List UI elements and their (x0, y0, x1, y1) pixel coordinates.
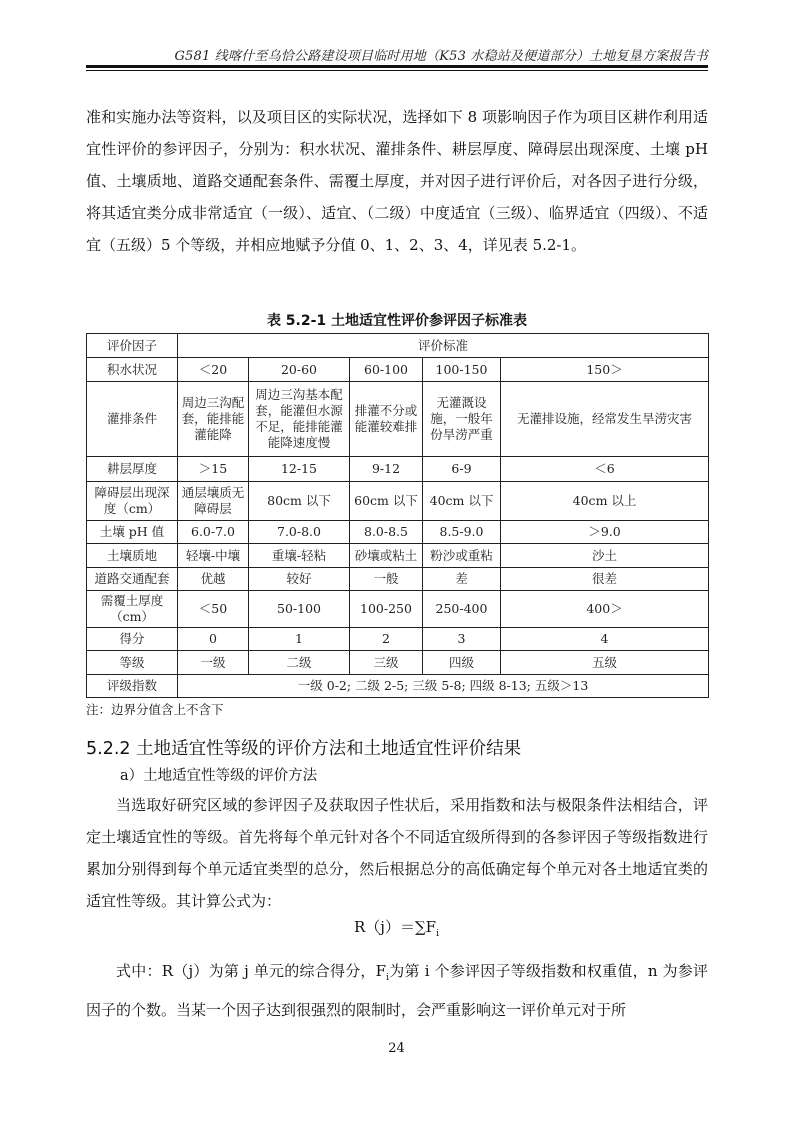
factor-cell: 道路交通配套 (87, 568, 178, 591)
factor-cell: 得分 (87, 628, 178, 651)
header-factor: 评价因子 (87, 334, 178, 358)
standard-cell: 砂壤或粘土 (350, 544, 423, 568)
standard-cell: ＜20 (178, 358, 249, 382)
standard-cell: 3 (423, 628, 501, 651)
method-paragraph (86, 789, 708, 917)
standard-cell: 50-100 (249, 591, 350, 628)
standard-cell: 很差 (501, 568, 709, 591)
header-standard: 评价标准 (178, 334, 709, 358)
standard-cell: 四级 (423, 651, 501, 675)
standard-cell: 250-400 (423, 591, 501, 628)
table-row (87, 457, 709, 482)
header-rule-thick (86, 65, 708, 68)
standard-cell: 1 (249, 628, 350, 651)
table-row (87, 382, 709, 457)
standard-cell: 周边三沟基本配套，能灌但水源不足，能排能灌能降速度慢 (249, 382, 350, 457)
table-header-row (87, 334, 709, 358)
standard-cell: 2 (350, 628, 423, 651)
standard-cell: 80cm 以下 (249, 482, 350, 521)
document-header: G581 线喀什至乌恰公路建设项目临时用地（K53 水稳站及便道部分）土地复垦方案报告书 (174, 49, 708, 64)
table-row (87, 358, 709, 382)
standard-cell: 一级 (178, 651, 249, 675)
formula (0, 916, 793, 939)
table-row (87, 628, 709, 651)
standard-cell: 无灌溉设施，一般年份旱涝严重 (423, 382, 501, 457)
factor-cell: 障碍层出现深度（cm） (87, 482, 178, 521)
index-factor-cell: 评级指数 (87, 675, 178, 698)
section-heading: 5.2.2 土地适宜性等级的评价方法和土地适宜性评价结果 (86, 739, 522, 759)
table-row (87, 521, 709, 544)
standard-cell: 较好 (249, 568, 350, 591)
table-row (87, 544, 709, 568)
explanation-text-a: 式中：R（j）为第 j 单元的综合得分，F (116, 962, 387, 980)
standard-cell: 12-15 (249, 457, 350, 482)
standard-cell: 无灌排设施，经常发生旱涝灾害 (501, 382, 709, 457)
standard-cell: 6-9 (423, 457, 501, 482)
standard-cell: 6.0-7.0 (178, 521, 249, 544)
standard-cell: 排灌不分或能灌较难排 (350, 382, 423, 457)
standard-cell: 400＞ (501, 591, 709, 628)
standard-cell: 40cm 以上 (501, 482, 709, 521)
standard-cell: 9-12 (350, 457, 423, 482)
standard-cell: 五级 (501, 651, 709, 675)
factor-cell: 积水状况 (87, 358, 178, 382)
standard-cell: 20-60 (249, 358, 350, 382)
explanation-text-b: 为第 i 个参评因子等级指数和权重值，n 为参评因子的个数。当某一个因子达到很强烈的限制时，会严重影响这一评价单元对于所 (86, 962, 709, 1019)
formula-main: R（j）＝∑F (354, 918, 437, 936)
section-subheading: a）土地适宜性等级的评价方法 (120, 768, 318, 784)
factor-cell: 耕层厚度 (87, 457, 178, 482)
standard-cell: ＞9.0 (501, 521, 709, 544)
standard-cell: 一般 (350, 568, 423, 591)
standard-cell: 60cm 以下 (350, 482, 423, 521)
standard-cell: 优越 (178, 568, 249, 591)
standard-cell: 周边三沟配套，能排能灌能降 (178, 382, 249, 457)
standard-cell: 轻壤-中壤 (178, 544, 249, 568)
standard-cell: 60-100 (350, 358, 423, 382)
standard-cell: 150＞ (501, 358, 709, 382)
standard-cell: 40cm 以下 (423, 482, 501, 521)
standard-cell: 差 (423, 568, 501, 591)
index-value-cell: 一级 0-2; 二级 2-5; 三级 5-8; 四级 8-13; 五级＞13 (178, 675, 709, 698)
explanation-paragraph (86, 955, 708, 1026)
standard-cell: 100-250 (350, 591, 423, 628)
standard-cell: 二级 (249, 651, 350, 675)
intro-paragraph: 准和实施办法等资料，以及项目区的实际状况，选择如下 8 项影响因子作为项目区耕作利用适宜性评价的参评因子，分别为：积水状况、灌排条件、耕层厚度、障碍层出现深度、土壤 pH 值、土壤质地、道路交通配套条件、需覆土厚度，并对因子进行评价后，对各因子进行分级，将其适宜类分成非常适宜（一级）、适宜、（二级）中度适宜（三级）、临界适宜（四级）、不适宜（五级）5 个等级，并相应地赋予分值 0、1、2、3、4，详见表 5.2-1。 (86, 108, 708, 254)
standard-cell: ＜50 (178, 591, 249, 628)
factor-cell: 土壤 pH 值 (87, 521, 178, 544)
standard-cell: 4 (501, 628, 709, 651)
standard-cell: 7.0-8.0 (249, 521, 350, 544)
standard-cell: 沙土 (501, 544, 709, 568)
table-row (87, 651, 709, 675)
table-row (87, 591, 709, 628)
standard-cell: 粉沙或重粘 (423, 544, 501, 568)
standard-cell: 8.0-8.5 (350, 521, 423, 544)
table-row (87, 568, 709, 591)
explanation-subscript: i (386, 973, 389, 983)
page-number: 24 (388, 1041, 405, 1056)
standard-cell: ＜6 (501, 457, 709, 482)
standard-cell: 重壤-轻粘 (249, 544, 350, 568)
factor-cell: 需覆土厚度（cm） (87, 591, 178, 628)
standard-cell: 三级 (350, 651, 423, 675)
factor-cell: 等级 (87, 651, 178, 675)
method-paragraph-text: 当选取好研究区域的参评因子及获取因子性状后，采用指数和法与极限条件法相结合，评定土壤适宜性的等级。首先将每个单元针对各个不同适宜级所得到的各参评因子等级指数进行累加分别得到每个单元适宜类型的总分，然后根据总分的高低确定每个单元对各土地适宜类的适宜性等级。其计算公式为： (86, 796, 708, 910)
standard-cell: ＞15 (178, 457, 249, 482)
table-row (87, 482, 709, 521)
factor-cell: 灌排条件 (87, 382, 178, 457)
standard-cell: 8.5-9.0 (423, 521, 501, 544)
factor-cell: 土壤质地 (87, 544, 178, 568)
table-caption: 表 5.2-1 土地适宜性评价参评因子标准表 (266, 313, 528, 329)
index-row (87, 675, 709, 698)
standard-cell: 100-150 (423, 358, 501, 382)
standard-cell: 通层壤质无障碍层 (178, 482, 249, 521)
standard-cell: 0 (178, 628, 249, 651)
formula-subscript: i (436, 929, 439, 939)
factor-standard-table (86, 333, 709, 698)
header-rule-thin (86, 70, 708, 71)
table-note: 注：边界分值含上不含下 (86, 702, 224, 717)
